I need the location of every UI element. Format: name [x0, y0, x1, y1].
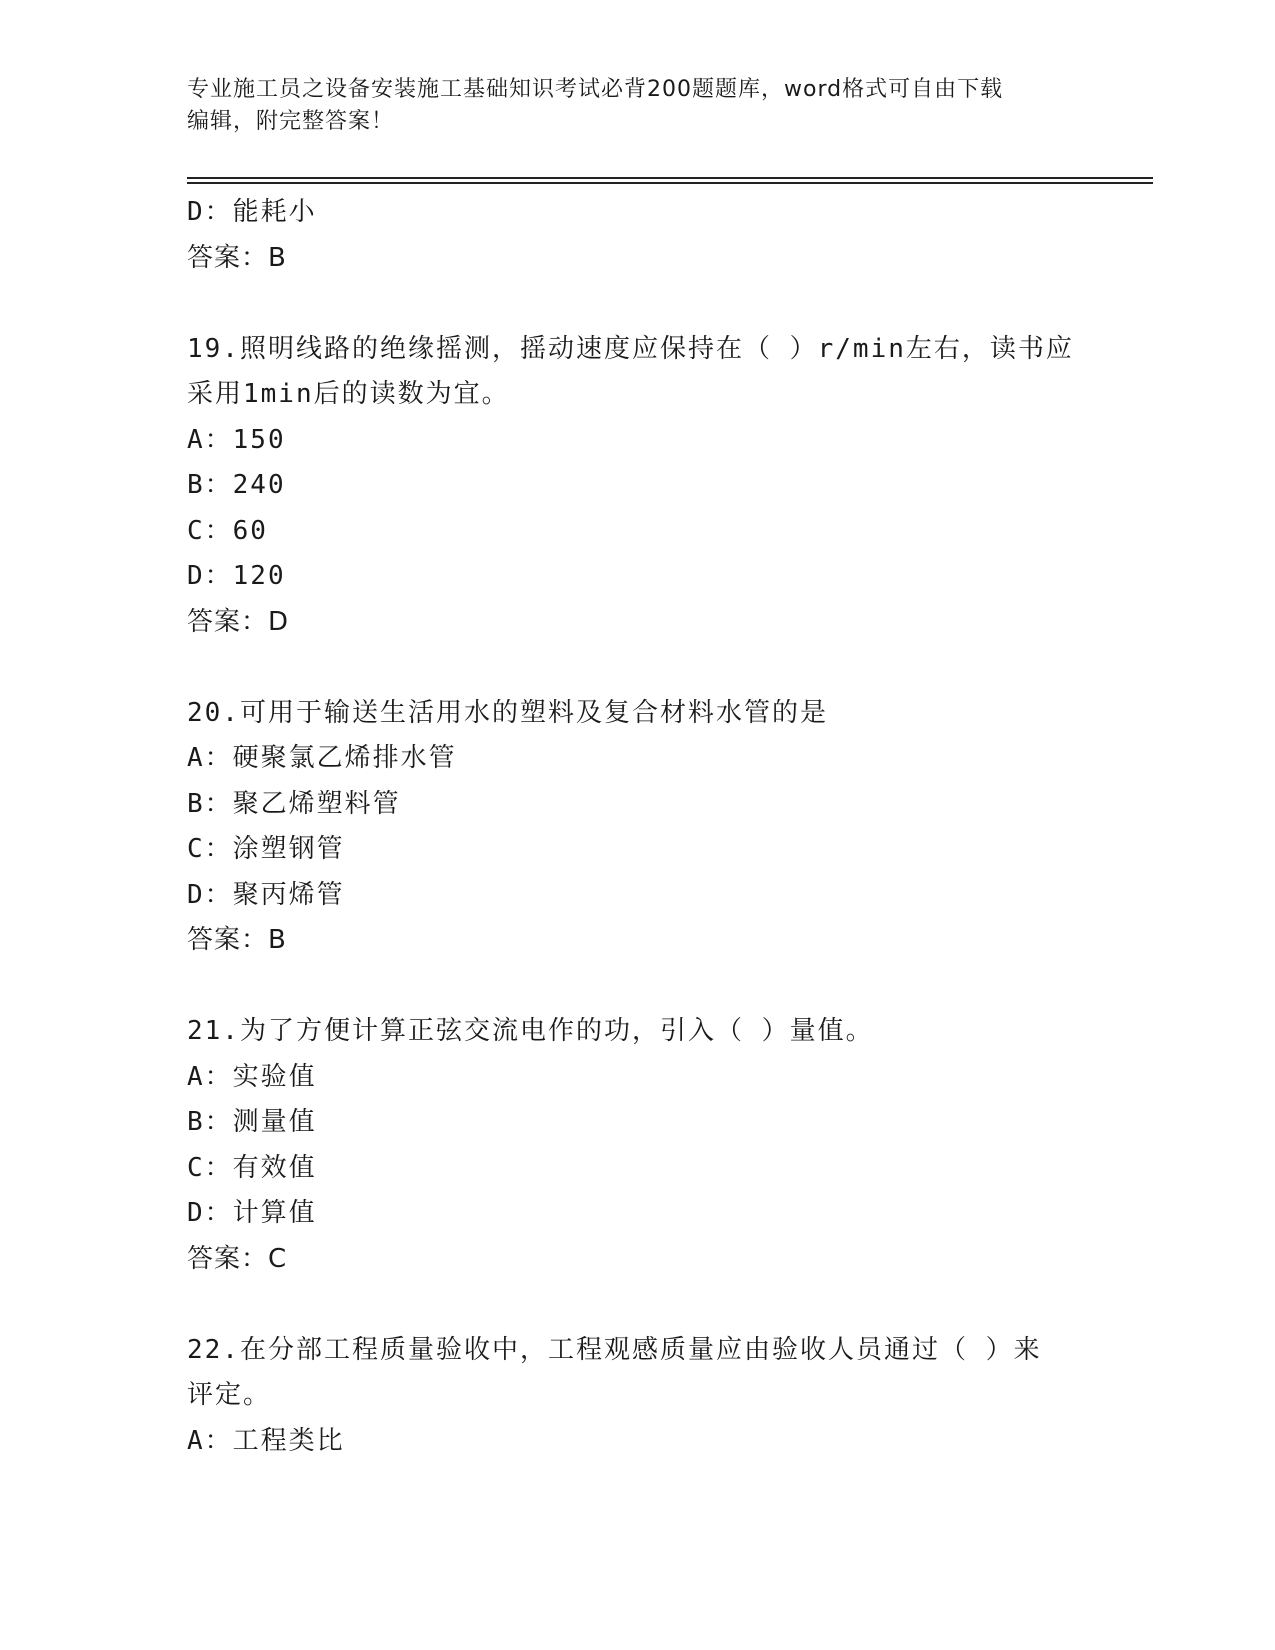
question-21: [187, 1009, 1087, 1282]
option-a: A：150: [187, 424, 286, 455]
question-stem: 21.为了方便计算正弦交流电作的功，引入（ ）量值。: [187, 1016, 874, 1046]
question-stem: 19.照明线路的绝缘摇测，摇动速度应保持在（ ）r/min左右，读书应: [187, 333, 1074, 364]
header-title-line-1: 专业施工员之设备安装施工基础知识考试必背200题题库，word格式可自由下载: [187, 77, 1004, 102]
carryover-question: [187, 190, 1087, 281]
question-list: [187, 190, 1087, 1464]
question-20: [187, 691, 1087, 964]
question-19: [187, 327, 1087, 646]
question-stem: 22.在分部工程质量验收中，工程观感质量应由验收人员通过（ ）来: [187, 1334, 1042, 1365]
option-d: D：能耗小: [187, 197, 317, 227]
option-a: A：实验值: [187, 1061, 317, 1092]
option-d: D：120: [187, 561, 286, 591]
answer-label: 答案：C: [187, 1243, 288, 1274]
answer-label: 答案：D: [187, 606, 290, 637]
question-stem-continued: 评定。: [187, 1380, 272, 1410]
option-d: D：计算值: [187, 1198, 317, 1228]
header-divider-top: [187, 177, 1153, 179]
header-title-line-2: 编辑，附完整答案！: [187, 109, 395, 134]
option-a: A：硬聚氯乙烯排水管: [187, 743, 457, 773]
option-b: B：240: [187, 470, 286, 500]
option-d: D：聚丙烯管: [187, 879, 345, 910]
question-stem: 20.可用于输送生活用水的塑料及复合材料水管的是: [187, 697, 828, 728]
option-a: A：工程类比: [187, 1425, 345, 1456]
option-b: B：聚乙烯塑料管: [187, 788, 401, 819]
document-header: [187, 74, 1067, 138]
option-b: B：测量值: [187, 1107, 317, 1137]
option-c: C：有效值: [187, 1152, 317, 1183]
answer-label: 答案：B: [187, 242, 287, 273]
answer-label: 答案：B: [187, 925, 287, 955]
question-22: [187, 1328, 1087, 1465]
header-divider-bottom: [187, 182, 1153, 184]
option-c: C：涂塑钢管: [187, 834, 345, 864]
question-stem-continued: 采用1min后的读数为宜。: [187, 379, 510, 409]
option-c: C：60: [187, 515, 268, 546]
